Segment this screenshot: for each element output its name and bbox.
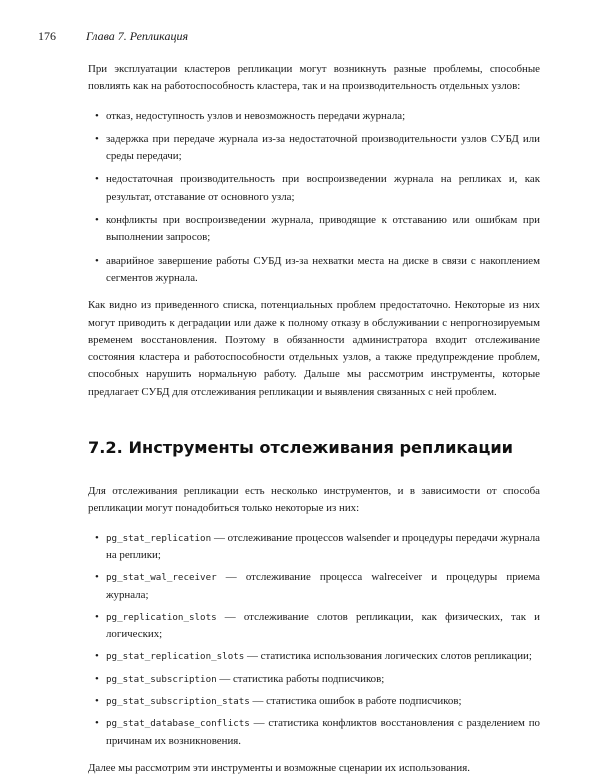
- page-body: [88, 61, 540, 777]
- tool-name: pg_stat_database_conflicts: [106, 718, 250, 730]
- problem-item: • аварийное завершение работы СУБД из-за нехватки места на диске в связи с накоплением сегментов журнала.: [88, 253, 540, 288]
- tool-name: pg_stat_subscription: [106, 673, 217, 685]
- tools-list: [88, 530, 540, 750]
- tool-item: [88, 648, 540, 665]
- problem-item: • отказ, недоступность узлов и невозможность передачи журнала;: [88, 108, 540, 125]
- chapter-title: Глава 7. Репликация: [86, 29, 189, 43]
- running-header: [38, 29, 188, 43]
- tool-item: [88, 569, 540, 604]
- intro-paragraph: При эксплуатации кластеров репликации могут возникнуть разные проблемы, способные повлиять как на работоспособность кластера, так и на производительность отдельных узлов:: [88, 63, 540, 93]
- section-heading: 7.2. Инструменты отслеживания репликации: [88, 438, 514, 458]
- tool-description: — статистика ошибок в работе подписчиков;: [249, 695, 462, 708]
- tool-description: — статистика работы подписчиков;: [216, 672, 385, 685]
- tool-description: — статистика использования логических слотов репликации;: [244, 650, 532, 663]
- tool-name: pg_stat_replication: [106, 532, 212, 544]
- tool-description: — статистика конфликтов восстановления с разделением по причинам их возникновения.: [106, 717, 540, 747]
- problem-item: • задержка при передаче журнала из-за недостаточной производительности узлов СУБД или среды передачи;: [88, 131, 540, 166]
- problem-item: • недостаточная производительность при воспроизведении журнала на репликах и, как результат, отставание от основного узла;: [88, 171, 540, 206]
- tool-name: pg_stat_replication_slots: [106, 651, 245, 663]
- problems-summary-paragraph: Как видно из приведенного списка, потенциальных проблем предостаточно. Некоторые из них могут приводить к деградации или даже к полному отказу в обслуживании с непрогнозируемым временем восстановления. Поэтому в обязанности администратора входит отслеживание состояния кластера и работоспособности отдельных узлов, а также предупреждение проблем, способных нарушить нормальную работу. Дальше мы рассмотрим инструменты, которые предлагает СУБД для отслеживания репликации и выявления связанных с ней проблем.: [88, 299, 540, 398]
- tool-name: pg_stat_subscription_stats: [106, 696, 250, 708]
- tool-name: pg_replication_slots: [106, 611, 217, 623]
- problems-list: [88, 108, 540, 288]
- tool-item: [88, 693, 540, 710]
- tool-item: [88, 609, 540, 644]
- problem-item: • конфликты при воспроизведении журнала, приводящие к отставанию или ошибкам при выполнении запросов;: [88, 212, 540, 247]
- section-intro-paragraph: Для отслеживания репликации есть несколько инструментов, и в зависимости от способа репликации могут понадобиться только некоторые из них:: [88, 485, 540, 515]
- tool-description: — отслеживание процессов walsender и процедуры передачи журнала на реплики;: [106, 531, 540, 561]
- tool-name: pg_stat_wal_receiver: [106, 572, 217, 584]
- page-number: 176: [38, 29, 56, 43]
- tool-description: — отслеживание процесса walreceiver и процедуры приема журнала;: [106, 571, 540, 601]
- tool-item: [88, 715, 540, 750]
- tool-description: — отслеживание слотов репликации, как физических, так и логических;: [106, 610, 540, 641]
- tool-item: [88, 671, 540, 688]
- tool-item: [88, 530, 540, 565]
- closing-paragraph: Далее мы рассмотрим эти инструменты и возможные сценарии их использования.: [88, 761, 470, 774]
